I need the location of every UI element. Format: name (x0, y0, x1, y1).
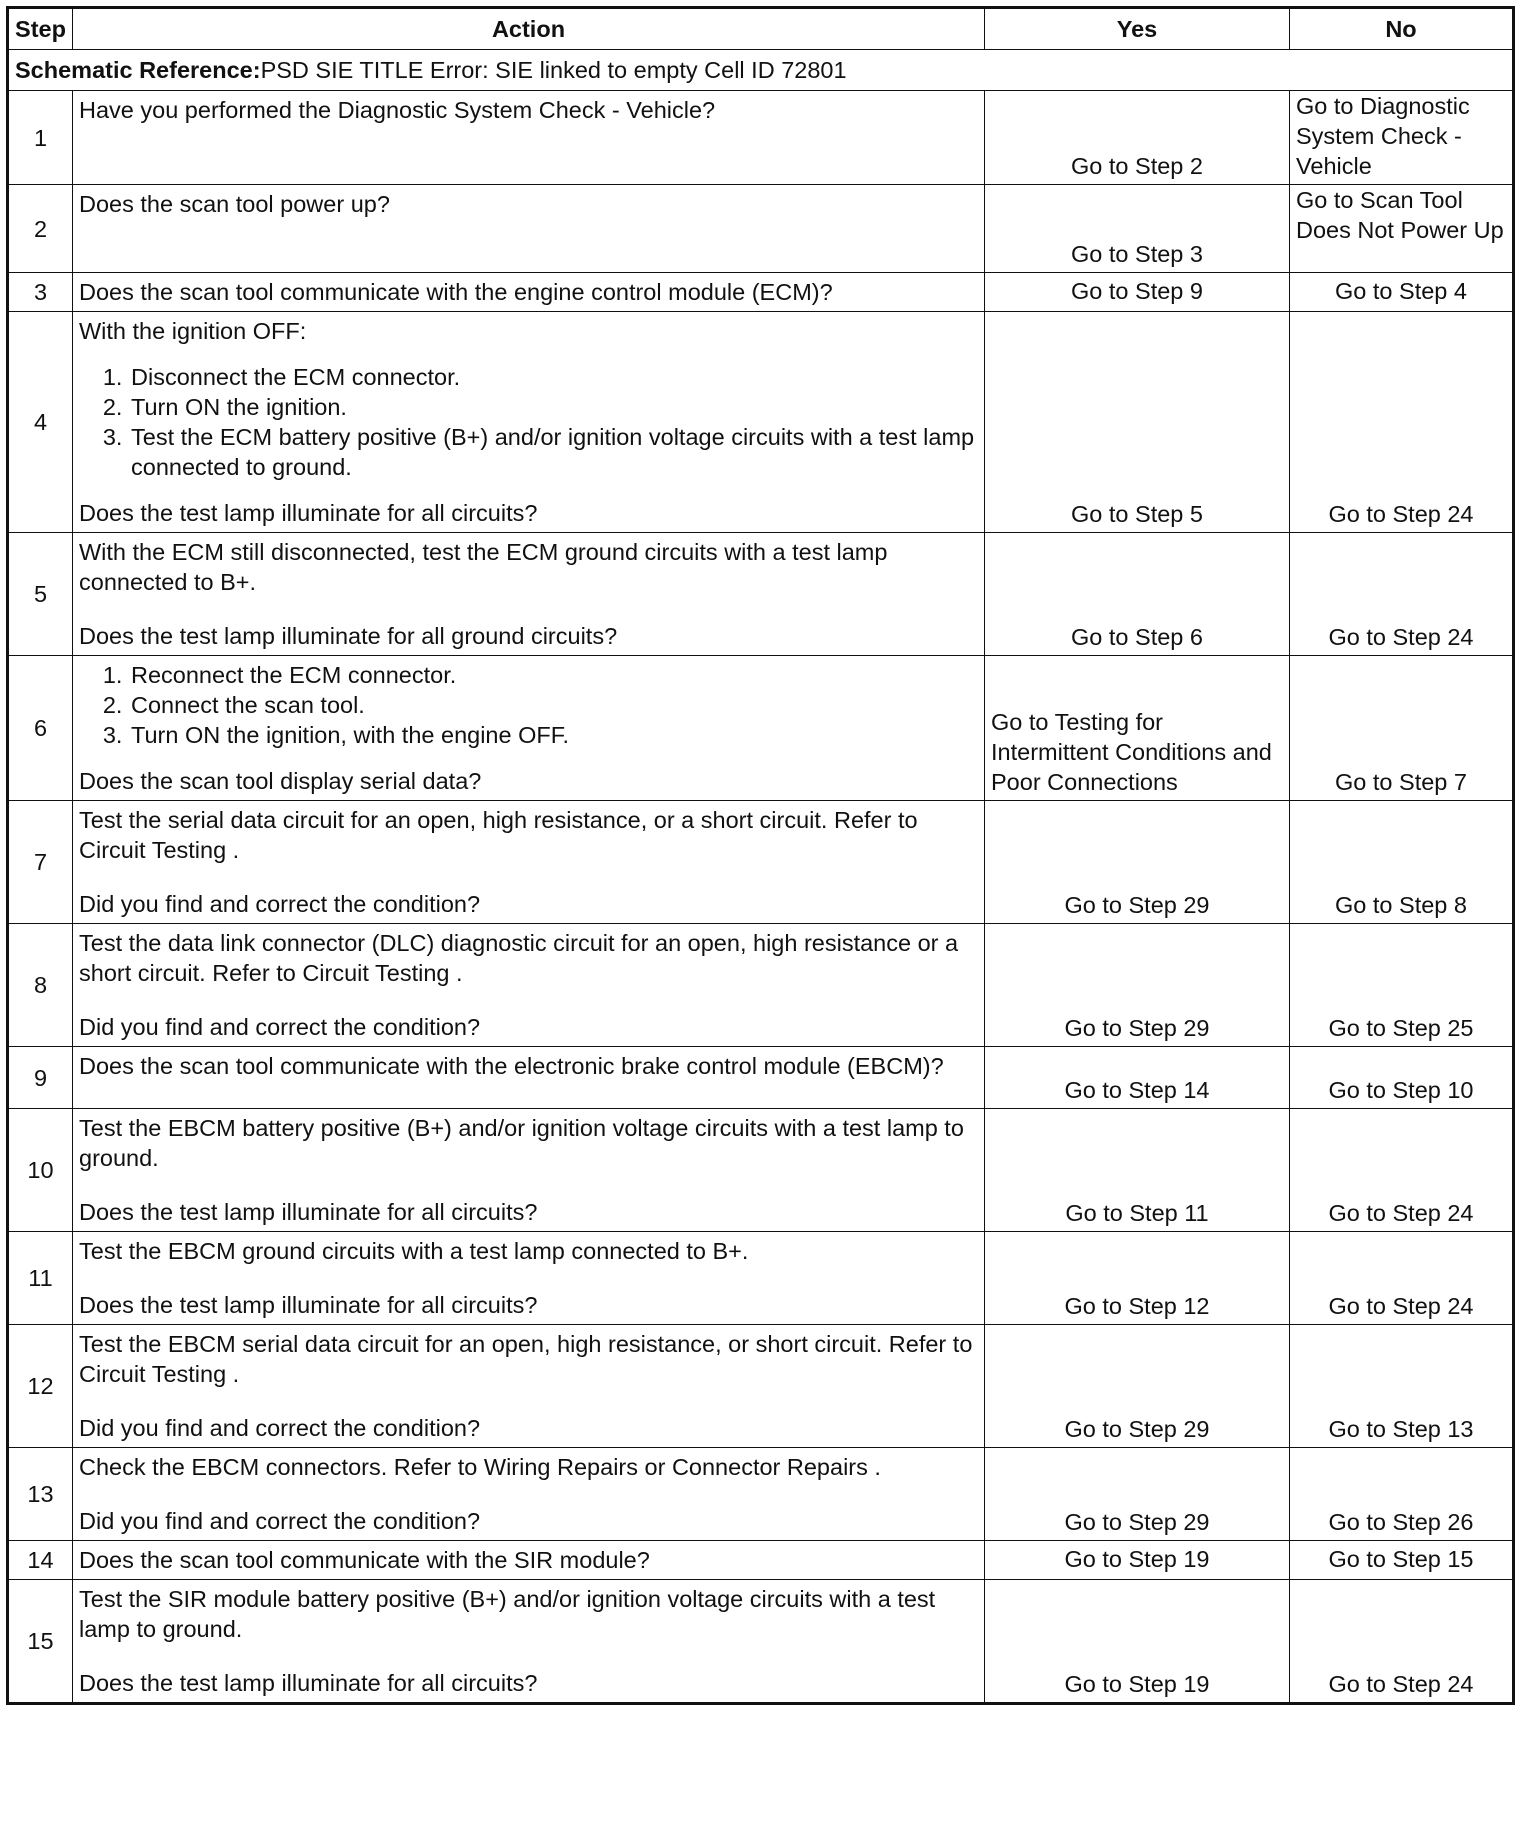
action-step: 1. Reconnect the ECM connector. (129, 660, 978, 690)
step-number: 8 (8, 924, 73, 1047)
action-question: Does the scan tool power up? (79, 191, 390, 217)
table-row (8, 273, 1514, 312)
step-number: 1 (8, 91, 73, 185)
action-question: Have you performed the Diagnostic System Check - Vehicle? (79, 97, 716, 123)
action-question: Does the test lamp illuminate for all circuits? (79, 1292, 538, 1318)
yes-action: Go to Testing for Intermittent Conditions and Poor Connections (985, 656, 1290, 801)
action-question: Does the scan tool communicate with the electronic brake control module (EBCM)? (79, 1053, 944, 1079)
no-action: Go to Step 24 (1290, 1580, 1514, 1704)
no-action: Go to Scan Tool Does Not Power Up (1290, 185, 1514, 273)
spacer (79, 1389, 978, 1413)
table-row (8, 1232, 1514, 1325)
step-number: 13 (8, 1448, 73, 1541)
spacer (79, 1482, 978, 1506)
schematic-label: Schematic Reference: (15, 57, 261, 83)
yes-action: Go to Step 14 (985, 1047, 1290, 1109)
yes-action: Go to Step 19 (985, 1580, 1290, 1704)
no-action: Go to Step 24 (1290, 533, 1514, 656)
no-action: Go to Step 15 (1290, 1541, 1514, 1580)
table-row (8, 312, 1514, 533)
step-action (73, 312, 985, 533)
step-number: 5 (8, 533, 73, 656)
action-step: 2. Connect the scan tool. (129, 690, 978, 720)
table-row (8, 1580, 1514, 1704)
header-step: Step (8, 8, 73, 50)
yes-action: Go to Step 19 (985, 1541, 1290, 1580)
table-row (8, 1448, 1514, 1541)
table-row (8, 91, 1514, 185)
step-number: 14 (8, 1541, 73, 1580)
table-row (8, 1541, 1514, 1580)
step-number: 3 (8, 273, 73, 312)
step-action (73, 1580, 985, 1704)
spacer (79, 988, 978, 1012)
action-step: 3. Test the ECM battery positive (B+) and/or ignition voltage circuits with a test lamp connected to ground. (129, 422, 978, 482)
header-row (8, 8, 1514, 50)
step-number: 4 (8, 312, 73, 533)
action-intro: Test the SIR module battery positive (B+) and/or ignition voltage circuits with a test lamp to ground. (79, 1586, 936, 1642)
no-action: Go to Step 7 (1290, 656, 1514, 801)
spacer (79, 597, 978, 621)
yes-action: Go to Step 5 (985, 312, 1290, 533)
action-question: Did you find and correct the condition? (79, 1508, 481, 1534)
action-question: Does the scan tool communicate with the engine control module (ECM)? (79, 279, 833, 305)
action-question: Does the scan tool display serial data? (79, 768, 482, 794)
step-number: 2 (8, 185, 73, 273)
no-action: Go to Step 24 (1290, 312, 1514, 533)
yes-action: Go to Step 11 (985, 1109, 1290, 1232)
step-action (73, 1541, 985, 1580)
yes-action: Go to Step 6 (985, 533, 1290, 656)
no-action: Go to Step 26 (1290, 1448, 1514, 1541)
action-intro: With the ignition OFF: (79, 318, 307, 344)
schematic-text: PSD SIE TITLE Error: SIE linked to empty Cell ID 72801 (260, 57, 847, 83)
yes-action: Go to Step 2 (985, 91, 1290, 185)
step-action (73, 656, 985, 801)
table-row (8, 185, 1514, 273)
action-intro: Test the serial data circuit for an open, high resistance, or a short circuit. Refer to Circuit Testing . (79, 807, 918, 863)
step-action (73, 1047, 985, 1109)
yes-action: Go to Step 3 (985, 185, 1290, 273)
no-action: Go to Step 13 (1290, 1325, 1514, 1448)
no-action: Go to Step 24 (1290, 1109, 1514, 1232)
step-action (73, 533, 985, 656)
table-row (8, 533, 1514, 656)
action-intro: Check the EBCM connectors. Refer to Wiring Repairs or Connector Repairs . (79, 1454, 881, 1480)
action-question: Did you find and correct the condition? (79, 1415, 481, 1441)
action-question: Does the test lamp illuminate for all circuits? (79, 1670, 538, 1696)
table-row (8, 1325, 1514, 1448)
spacer (79, 1644, 978, 1668)
table-row (8, 1109, 1514, 1232)
action-steps-list (79, 362, 978, 482)
step-number: 15 (8, 1580, 73, 1704)
step-action (73, 924, 985, 1047)
step-action (73, 1448, 985, 1541)
step-number: 9 (8, 1047, 73, 1109)
no-action: Go to Step 8 (1290, 801, 1514, 924)
spacer (79, 1266, 978, 1290)
action-intro: Test the EBCM serial data circuit for an open, high resistance, or short circuit. Refer to Circuit Testing . (79, 1331, 973, 1387)
action-step: 3. Turn ON the ignition, with the engine OFF. (129, 720, 978, 750)
header-no: No (1290, 8, 1514, 50)
diagnostic-table (6, 6, 1515, 1705)
step-number: 6 (8, 656, 73, 801)
action-question: Does the test lamp illuminate for all ground circuits? (79, 623, 618, 649)
no-action: Go to Step 4 (1290, 273, 1514, 312)
action-intro: Test the EBCM battery positive (B+) and/or ignition voltage circuits with a test lamp to ground. (79, 1115, 964, 1171)
step-number: 11 (8, 1232, 73, 1325)
yes-action: Go to Step 29 (985, 1448, 1290, 1541)
header-action: Action (73, 8, 985, 50)
action-step: 1. Disconnect the ECM connector. (129, 362, 978, 392)
spacer (79, 865, 978, 889)
step-action (73, 273, 985, 312)
yes-action: Go to Step 29 (985, 924, 1290, 1047)
step-number: 7 (8, 801, 73, 924)
header-yes: Yes (985, 8, 1290, 50)
step-action (73, 1232, 985, 1325)
step-action (73, 1325, 985, 1448)
step-action (73, 91, 985, 185)
no-action: Go to Step 25 (1290, 924, 1514, 1047)
step-number: 10 (8, 1109, 73, 1232)
action-question: Did you find and correct the condition? (79, 891, 481, 917)
action-question: Does the test lamp illuminate for all circuits? (79, 500, 538, 526)
step-number: 12 (8, 1325, 73, 1448)
schematic-reference (8, 50, 1514, 91)
table-row (8, 656, 1514, 801)
action-question: Does the test lamp illuminate for all circuits? (79, 1199, 538, 1225)
action-question: Did you find and correct the condition? (79, 1014, 481, 1040)
step-action (73, 1109, 985, 1232)
no-action: Go to Step 24 (1290, 1232, 1514, 1325)
action-steps-list (79, 660, 978, 750)
yes-action: Go to Step 29 (985, 801, 1290, 924)
yes-action: Go to Step 29 (985, 1325, 1290, 1448)
schematic-row (8, 50, 1514, 91)
action-intro: Test the data link connector (DLC) diagnostic circuit for an open, high resistance or a short circuit. Refer to Circuit Testing . (79, 930, 959, 986)
yes-action: Go to Step 9 (985, 273, 1290, 312)
no-action: Go to Diagnostic System Check - Vehicle (1290, 91, 1514, 185)
action-intro: With the ECM still disconnected, test the ECM ground circuits with a test lamp connected to B+. (79, 539, 888, 595)
no-action: Go to Step 10 (1290, 1047, 1514, 1109)
action-step: 2. Turn ON the ignition. (129, 392, 978, 422)
yes-action: Go to Step 12 (985, 1232, 1290, 1325)
table-row (8, 924, 1514, 1047)
step-action (73, 185, 985, 273)
spacer (79, 1173, 978, 1197)
step-action (73, 801, 985, 924)
table-row (8, 1047, 1514, 1109)
table-row (8, 801, 1514, 924)
action-intro: Test the EBCM ground circuits with a test lamp connected to B+. (79, 1238, 749, 1264)
action-question: Does the scan tool communicate with the SIR module? (79, 1547, 650, 1573)
